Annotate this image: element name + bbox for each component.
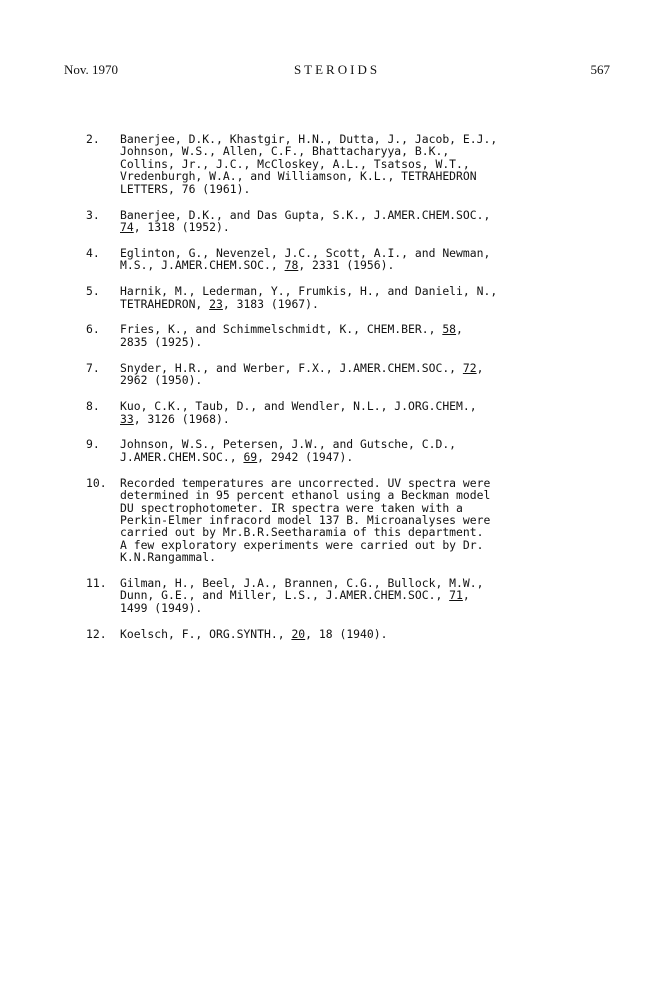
reference-number: 5.: [86, 284, 100, 299]
reference-line: Harnik, M., Lederman, Y., Frumkis, H., and Danieli, N.,: [120, 284, 498, 299]
reference-item: [86, 477, 626, 564]
reference-line: 2962 (1950).: [120, 373, 203, 388]
reference-number: 9.: [86, 437, 100, 452]
reference-item: [86, 247, 626, 272]
volume-number: 71: [449, 588, 463, 603]
reference-item: [86, 285, 626, 310]
reference-line: Banerjee, D.K., and Das Gupta, S.K., J.AMER.CHEM.SOC.,: [120, 207, 491, 222]
reference-number: 8.: [86, 399, 100, 414]
reference-line: J.AMER.CHEM.SOC., 69, 2942 (1947).: [120, 449, 354, 464]
reference-line: Gilman, H., Beel, J.A., Brannen, C.G., Bullock, M.W.,: [120, 576, 484, 591]
reference-line: 33, 3126 (1968).: [120, 411, 230, 426]
reference-line: Eglinton, G., Nevenzel, J.C., Scott, A.I., and Newman,: [120, 245, 491, 260]
reference-line: 2835 (1925).: [120, 334, 203, 349]
reference-line: M.S., J.AMER.CHEM.SOC., 78, 2331 (1956).: [120, 258, 395, 273]
reference-number: 3.: [86, 207, 100, 222]
reference-line: Johnson, W.S., Petersen, J.W., and Gutsche, C.D.,: [120, 437, 457, 452]
volume-number: 74: [120, 219, 134, 234]
reference-line: Banerjee, D.K., Khastgir, H.N., Dutta, J., Jacob, E.J.,: [120, 132, 498, 146]
volume-number: 33: [120, 411, 134, 426]
reference-item: [86, 323, 626, 348]
reference-number: 11.: [86, 576, 107, 591]
reference-item: [86, 577, 626, 614]
reference-text: [120, 577, 626, 614]
volume-number: 69: [243, 449, 258, 464]
reference-item: [86, 362, 626, 387]
reference-line: 1499 (1949).: [120, 600, 203, 615]
reference-text: [120, 133, 626, 195]
reference-number: 2.: [86, 132, 100, 146]
reference-line: Snyder, H.R., and Werber, F.X., J.AMER.CHEM.SOC., 72,: [120, 360, 484, 375]
reference-line: DU spectrophotometer. IR spectra were taken with a: [120, 500, 463, 515]
reference-line: TETRAHEDRON, 23, 3183 (1967).: [120, 296, 319, 311]
reference-line: Fries, K., and Schimmelschmidt, K., CHEM.BER., 58,: [120, 322, 463, 337]
reference-line: determined in 95 percent ethanol using a Beckman model: [120, 488, 491, 503]
reference-text: [120, 209, 626, 234]
reference-text: [120, 247, 626, 272]
reference-item: [86, 438, 626, 463]
volume-number: 23: [209, 296, 223, 311]
reference-line: Dunn, G.E., and Miller, L.S., J.AMER.CHEM.SOC., 71,: [120, 588, 470, 603]
page-header: [64, 62, 610, 82]
reference-line: Recorded temperatures are uncorrected. UV spectra were: [120, 475, 491, 490]
volume-number: 20: [291, 626, 306, 641]
reference-item: [86, 133, 626, 195]
reference-line: Koelsch, F., ORG.SYNTH., 20, 18 (1940).: [120, 626, 388, 641]
journal-title: STEROIDS: [293, 62, 381, 77]
reference-text: [120, 362, 626, 387]
reference-number: 4.: [86, 245, 100, 260]
reference-item: [86, 628, 626, 640]
reference-line: K.N.Rangammal.: [120, 550, 217, 565]
reference-text: [120, 285, 626, 310]
reference-line: Collins, Jr., J.C., McCloskey, A.L., Tsatsos, W.T.,: [120, 156, 470, 171]
reference-text: [120, 323, 626, 348]
reference-list: [86, 133, 626, 654]
reference-line: Perkin-Elmer infracord model 137 B. Microanalyses were: [120, 512, 491, 527]
reference-text: [120, 477, 626, 564]
reference-line: Kuo, C.K., Taub, D., and Wendler, N.L., J.ORG.CHEM.,: [120, 399, 477, 414]
reference-item: [86, 209, 626, 234]
reference-text: [120, 400, 626, 425]
reference-line: A few exploratory experiments were carried out by Dr.: [120, 537, 484, 552]
reference-text: [120, 438, 626, 463]
reference-line: Johnson, W.S., Allen, C.F., Bhattacharyya, B.K.,: [120, 144, 450, 159]
reference-text: [120, 628, 626, 640]
reference-item: [86, 400, 626, 425]
volume-number: 72: [462, 360, 477, 375]
reference-line: carried out by Mr.B.R.Seetharamia of this department.: [120, 525, 484, 540]
page-number: 567: [590, 62, 610, 77]
reference-line: 74, 1318 (1952).: [120, 219, 230, 234]
reference-number: 10.: [86, 475, 107, 490]
volume-number: 58: [442, 322, 457, 337]
issue-date: Nov. 1970: [64, 62, 119, 77]
reference-line: Vredenburgh, W.A., and Williamson, K.L., TETRAHEDRON: [120, 169, 477, 184]
reference-number: 6.: [86, 322, 100, 337]
reference-line: LETTERS, 76 (1961).: [120, 181, 251, 196]
reference-number: 7.: [86, 360, 100, 375]
reference-number: 12.: [86, 626, 107, 641]
volume-number: 78: [284, 258, 299, 273]
